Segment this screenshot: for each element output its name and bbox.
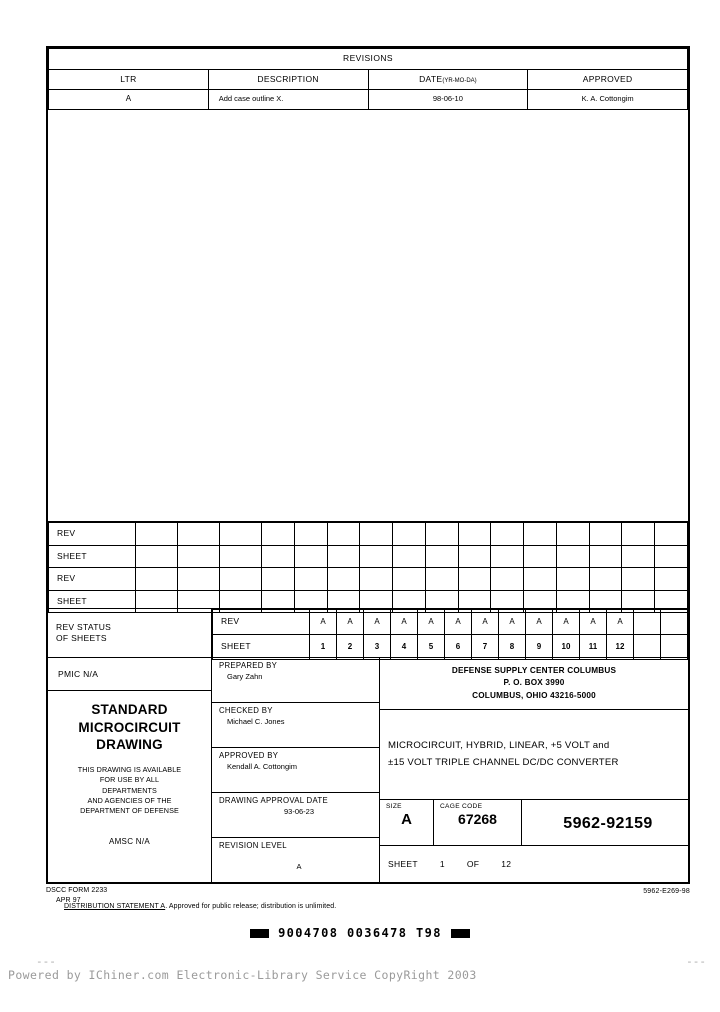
rev-status-rev-label: REV xyxy=(213,610,310,635)
rev-status-rev-cell xyxy=(661,610,688,635)
checked-by-cell xyxy=(212,703,379,748)
rev-status-table-wrap xyxy=(212,609,688,657)
barcode-block-right xyxy=(451,929,470,938)
rev-status-sheet-cell xyxy=(661,635,688,660)
grid-cell xyxy=(294,523,327,546)
drawing-number-value: 5962-92159 xyxy=(563,815,653,832)
grid-cell xyxy=(136,523,178,546)
rev-status-rev-cell: A xyxy=(418,610,445,635)
grid-cell xyxy=(262,568,295,591)
standard-microcircuit-drawing-panel xyxy=(48,691,211,882)
approved-by-label: APPROVED BY xyxy=(219,751,279,760)
drawing-approval-date-label: DRAWING APPROVAL DATE xyxy=(219,796,328,805)
grid-row-label: SHEET xyxy=(49,545,136,568)
rev-status-label xyxy=(48,609,212,657)
revision-description: Add case outline X. xyxy=(208,90,368,110)
grid-cell xyxy=(589,568,622,591)
grid-cell xyxy=(136,545,178,568)
prepared-by-label: PREPARED BY xyxy=(219,661,278,670)
rev-status-label-line2: OF SHEETS xyxy=(56,633,107,643)
checked-by-value: Michael C. Jones xyxy=(227,717,285,726)
rev-status-sheet-label: SHEET xyxy=(213,635,310,660)
drawing-body-area xyxy=(48,106,688,522)
size-cell xyxy=(380,800,434,845)
watermark-text: Powered by IChiner.com Electronic-Library Service CopyRight 2003 xyxy=(8,968,477,982)
rev-status-sheet-cell: 8 xyxy=(499,635,526,660)
grid-cell xyxy=(425,545,458,568)
rev-status-sheet-row xyxy=(213,635,688,660)
grid-cell xyxy=(393,523,426,546)
availability-line: FOR USE BY ALL xyxy=(99,775,160,785)
rev-status-sheet-cell: 11 xyxy=(580,635,607,660)
grid-cell xyxy=(262,523,295,546)
revision-level-label: REVISION LEVEL xyxy=(219,841,287,850)
availability-line: THIS DRAWING IS AVAILABLE xyxy=(77,764,182,774)
header-approved: APPROVED xyxy=(528,70,688,90)
sheet-total: 12 xyxy=(501,859,512,869)
rev-status-rev-cell: A xyxy=(310,610,337,635)
grid-cell xyxy=(458,568,491,591)
grid-row-label: REV xyxy=(49,568,136,591)
grid-cell xyxy=(360,523,393,546)
grid-cell xyxy=(294,568,327,591)
footer-code: 5962-E269-98 xyxy=(643,888,690,895)
prepared-by-value: Gary Zahn xyxy=(227,672,263,681)
smd-title xyxy=(48,701,211,754)
cage-code-cell xyxy=(434,800,522,845)
rev-status-sheet-cell: 2 xyxy=(337,635,364,660)
distribution-statement xyxy=(64,903,336,910)
grid-row xyxy=(49,545,688,568)
rev-status-label-line1: REV STATUS xyxy=(56,621,112,632)
title-block-right-column xyxy=(380,658,688,882)
grid-cell xyxy=(262,545,295,568)
approved-by-value: Kendall A. Cottongim xyxy=(227,762,298,771)
rev-status-sheet-cell: 5 xyxy=(418,635,445,660)
drawing-frame xyxy=(46,46,690,884)
grid-cell xyxy=(556,523,589,546)
rev-status-rev-cell: A xyxy=(364,610,391,635)
rev-status-sheet-cell xyxy=(634,635,661,660)
grid-cell xyxy=(327,523,360,546)
grid-cell xyxy=(622,568,655,591)
drawing-number-cell xyxy=(522,800,688,845)
cage-code-label: CAGE CODE xyxy=(440,803,483,810)
rev-status-sheet-cell: 10 xyxy=(553,635,580,660)
barcode-block-left xyxy=(250,929,269,938)
rev-status-sheet-cell: 9 xyxy=(526,635,553,660)
pmic-field: PMIC N/A xyxy=(48,658,211,691)
grid-cell xyxy=(425,568,458,591)
grid-cell xyxy=(294,545,327,568)
rev-status-sheet-cell: 4 xyxy=(391,635,418,660)
distribution-statement-text: . Approved for public release; distribution is unlimited. xyxy=(165,903,337,910)
grid-row xyxy=(49,568,688,591)
grid-cell xyxy=(178,523,220,546)
grid-cell xyxy=(178,545,220,568)
prepared-by-cell xyxy=(212,658,379,703)
rev-status-rev-cell: A xyxy=(445,610,472,635)
form-number: DSCC FORM 2233 xyxy=(46,887,108,894)
grid-row-label: REV xyxy=(49,523,136,546)
rev-status-rev-cell: A xyxy=(337,610,364,635)
agency-line1: DEFENSE SUPPLY CENTER COLUMBUS xyxy=(451,666,617,676)
grid-cell xyxy=(220,523,262,546)
drawing-approval-date-cell xyxy=(212,793,379,838)
header-ltr: LTR xyxy=(49,70,209,90)
grid-cell xyxy=(589,523,622,546)
header-date-format: (YR-MO-DA) xyxy=(442,77,477,84)
size-label: SIZE xyxy=(386,803,402,810)
grid-cell xyxy=(622,523,655,546)
rev-status-rev-cell: A xyxy=(580,610,607,635)
part-title-line1: MICROCIRCUIT, HYBRID, LINEAR, +5 VOLT and xyxy=(388,740,610,752)
availability-statement xyxy=(48,765,211,817)
grid-cell xyxy=(524,568,557,591)
grid-cell xyxy=(327,545,360,568)
availability-line: DEPARTMENT OF DEFENSE xyxy=(80,806,179,816)
header-date xyxy=(368,70,528,90)
watermark-dash-right: --- xyxy=(686,955,706,968)
title-block-signature-column xyxy=(212,658,380,882)
revisions-header-row xyxy=(49,70,688,90)
grid-row xyxy=(49,523,688,546)
grid-row-label: SHEET xyxy=(49,590,136,613)
grid-cell xyxy=(491,545,524,568)
sheet-label: SHEET xyxy=(388,859,418,869)
agency-line3: COLUMBUS, OHIO 43216-5000 xyxy=(472,690,596,700)
grid-cell xyxy=(622,545,655,568)
barcode-line xyxy=(0,926,720,940)
grid-cell xyxy=(491,568,524,591)
watermark-dash-left: --- xyxy=(36,955,56,968)
drawing-approval-date-value: 93-06-23 xyxy=(283,807,315,816)
grid-cell xyxy=(524,545,557,568)
amsc-field: AMSC N/A xyxy=(108,836,151,846)
grid-cell xyxy=(655,568,688,591)
rev-status-sheet-cell: 7 xyxy=(472,635,499,660)
revision-date: 98-06-10 xyxy=(368,90,528,110)
title-block-left-column xyxy=(48,658,212,882)
grid-cell xyxy=(136,568,178,591)
revisions-table xyxy=(48,48,688,110)
approved-by-cell xyxy=(212,748,379,793)
rev-status-sheet-cell: 3 xyxy=(364,635,391,660)
rev-status-of-sheets xyxy=(48,608,688,658)
grid-cell xyxy=(655,545,688,568)
revisions-title: REVISIONS xyxy=(49,49,688,70)
checked-by-label: CHECKED BY xyxy=(219,706,273,715)
header-date-text: DATE xyxy=(419,73,443,84)
revision-level-value: A xyxy=(296,862,302,871)
smd-title-line3: DRAWING xyxy=(96,737,163,753)
rev-sheet-grid xyxy=(48,522,688,613)
title-block xyxy=(48,658,688,882)
rev-status-rev-cell: A xyxy=(553,610,580,635)
rev-status-rev-cell: A xyxy=(499,610,526,635)
grid-cell xyxy=(589,545,622,568)
revision-ltr: A xyxy=(49,90,209,110)
distribution-statement-heading: DISTRIBUTION STATEMENT A xyxy=(64,903,166,910)
size-cage-drawing-row xyxy=(380,800,688,846)
agency-line2: P. O. BOX 3990 xyxy=(503,678,565,688)
rev-status-rev-cell: A xyxy=(391,610,418,635)
revision-level-cell xyxy=(212,838,379,882)
grid-cell xyxy=(458,523,491,546)
rev-status-rev-cell xyxy=(634,610,661,635)
availability-line: DEPARTMENTS xyxy=(102,785,157,795)
grid-cell xyxy=(220,545,262,568)
grid-cell xyxy=(524,523,557,546)
sheet-row xyxy=(380,846,688,882)
grid-cell xyxy=(360,545,393,568)
size-value: A xyxy=(401,811,412,828)
rev-status-rev-cell: A xyxy=(526,610,553,635)
part-title-line2: ±15 VOLT TRIPLE CHANNEL DC/DC CONVERTER xyxy=(388,756,619,768)
barcode-text: 9004708 0036478 T98 xyxy=(278,926,442,940)
grid-cell xyxy=(360,568,393,591)
rev-status-sheet-cell: 12 xyxy=(607,635,634,660)
grid-cell xyxy=(393,545,426,568)
rev-status-sheet-cell: 6 xyxy=(445,635,472,660)
rev-status-rev-cell: A xyxy=(607,610,634,635)
grid-cell xyxy=(655,523,688,546)
smd-title-line2: MICROCIRCUIT xyxy=(78,719,181,735)
form-date: APR 97 xyxy=(56,897,81,905)
revisions-title-row xyxy=(49,49,688,70)
grid-cell xyxy=(327,568,360,591)
grid-cell xyxy=(178,568,220,591)
grid-cell xyxy=(458,545,491,568)
cage-code-value: 67268 xyxy=(458,811,497,827)
grid-cell xyxy=(556,568,589,591)
agency-address xyxy=(380,658,688,710)
availability-line: AND AGENCIES OF THE xyxy=(87,795,172,805)
rev-status-rev-cell: A xyxy=(472,610,499,635)
grid-cell xyxy=(425,523,458,546)
grid-cell xyxy=(393,568,426,591)
sheet-number: 1 xyxy=(439,859,445,869)
rev-status-table xyxy=(212,609,688,660)
sheet-of-label: OF xyxy=(466,859,480,869)
rev-status-rev-row xyxy=(213,610,688,635)
header-description: DESCRIPTION xyxy=(208,70,368,90)
grid-cell xyxy=(491,523,524,546)
smd-title-line1: STANDARD xyxy=(91,702,168,717)
rev-status-sheet-cell: 1 xyxy=(310,635,337,660)
revision-approved: K. A. Cottongim xyxy=(528,90,688,110)
part-title xyxy=(380,710,688,800)
grid-cell xyxy=(220,568,262,591)
grid-cell xyxy=(556,545,589,568)
